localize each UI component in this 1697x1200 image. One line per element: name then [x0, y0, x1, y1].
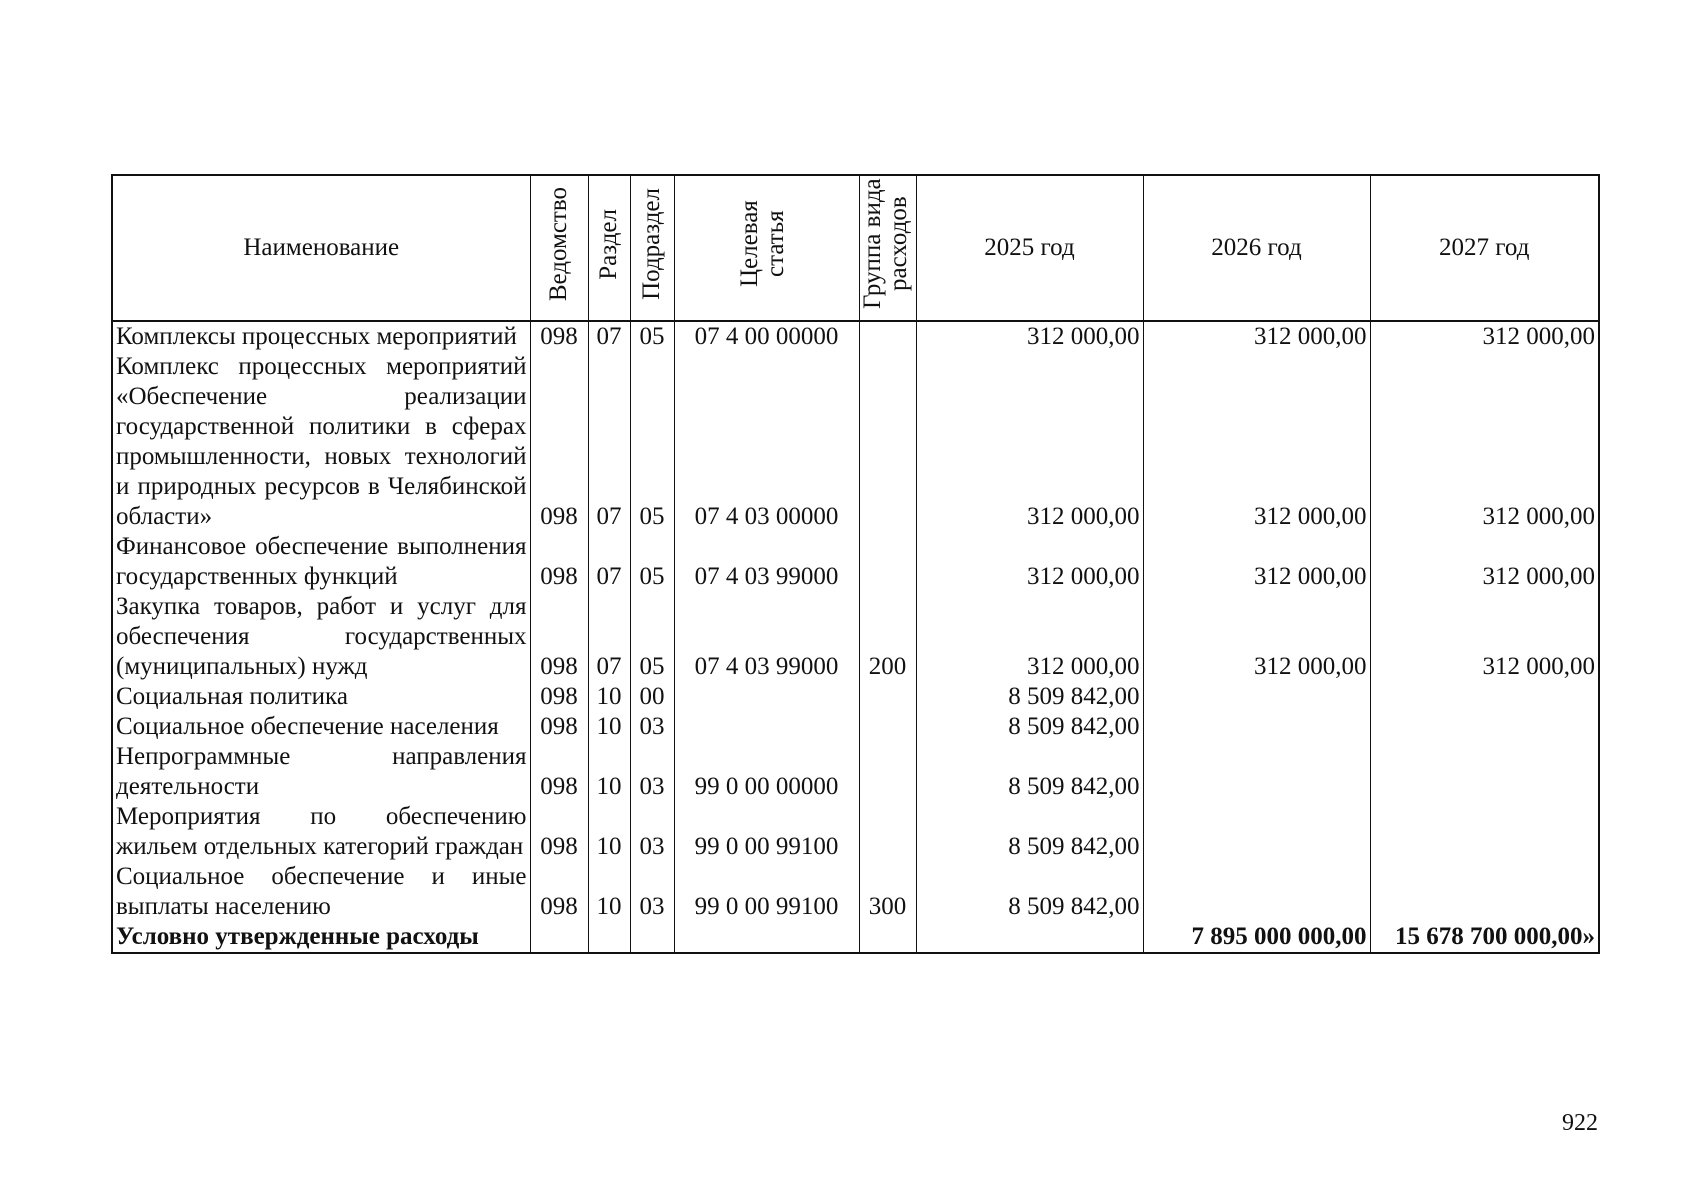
- row-section: 10: [588, 862, 630, 922]
- row-2027: [1370, 802, 1599, 862]
- row-name: Социальное обеспечение и иные выплаты населению: [112, 862, 530, 922]
- row-section: [588, 922, 630, 953]
- row-2025: 312 000,00: [916, 592, 1143, 682]
- row-expense-group: [859, 321, 916, 352]
- row-expense-group: [859, 682, 916, 712]
- table-row: [112, 592, 1599, 682]
- row-section: 10: [588, 802, 630, 862]
- header-name: Наименование: [112, 175, 530, 321]
- row-2027: [1370, 712, 1599, 742]
- row-2026: [1143, 712, 1370, 742]
- budget-table: [111, 174, 1600, 954]
- row-dept: 098: [530, 802, 588, 862]
- row-dept: 098: [530, 592, 588, 682]
- header-dept-label: Ведомство: [545, 186, 572, 302]
- row-2027: [1370, 742, 1599, 802]
- row-2025: 8 509 842,00: [916, 742, 1143, 802]
- row-dept: 098: [530, 532, 588, 592]
- table-row: [112, 802, 1599, 862]
- header-section-label: Раздел: [595, 208, 622, 280]
- row-expense-group: 200: [859, 592, 916, 682]
- header-expense-group-label: Группа вида расходов: [858, 178, 912, 310]
- row-subsection: 05: [630, 592, 674, 682]
- row-2026: [1143, 862, 1370, 922]
- row-name: Закупка товаров, работ и услуг для обеспечения государственных (муниципальных) нужд: [112, 592, 530, 682]
- row-2027: 312 000,00: [1370, 592, 1599, 682]
- row-2025: 8 509 842,00: [916, 862, 1143, 922]
- row-target: 99 0 00 00000: [674, 742, 859, 802]
- row-section: 07: [588, 352, 630, 532]
- row-2026: 312 000,00: [1143, 532, 1370, 592]
- row-target: [674, 922, 859, 953]
- table-body: [112, 321, 1599, 953]
- header-2025: 2025 год: [916, 175, 1143, 321]
- row-subsection: 03: [630, 712, 674, 742]
- row-dept: 098: [530, 682, 588, 712]
- row-subsection: 05: [630, 321, 674, 352]
- row-name: Условно утвержденные расходы: [112, 922, 530, 953]
- row-subsection: [630, 922, 674, 953]
- row-2026: [1143, 682, 1370, 712]
- header-target-label: Целевая статья: [735, 200, 789, 288]
- page-number: 922: [1562, 1110, 1598, 1136]
- row-target: 07 4 03 99000: [674, 532, 859, 592]
- row-expense-group: [859, 532, 916, 592]
- row-name: Комплекс процессных мероприятий «Обеспечение реализации государственной политики в сферах промышленности, новых технологий и природных ресурсов в Челябинской области»: [112, 352, 530, 532]
- row-name: Непрограммные направления деятельности: [112, 742, 530, 802]
- row-subsection: 05: [630, 352, 674, 532]
- row-dept: 098: [530, 712, 588, 742]
- row-dept: 098: [530, 352, 588, 532]
- row-dept: 098: [530, 742, 588, 802]
- row-expense-group: [859, 742, 916, 802]
- header-target: [674, 175, 859, 321]
- row-subsection: 03: [630, 802, 674, 862]
- row-section: 07: [588, 592, 630, 682]
- header-2026: 2026 год: [1143, 175, 1370, 321]
- row-subsection: 05: [630, 532, 674, 592]
- row-2025: 312 000,00: [916, 532, 1143, 592]
- row-expense-group: 300: [859, 862, 916, 922]
- row-subsection: 00: [630, 682, 674, 712]
- row-2027: 15 678 700 000,00»: [1370, 922, 1599, 953]
- row-2025: 8 509 842,00: [916, 712, 1143, 742]
- row-2026: 312 000,00: [1143, 321, 1370, 352]
- row-section: 10: [588, 682, 630, 712]
- header-dept: [530, 175, 588, 321]
- header-section: [588, 175, 630, 321]
- row-2025: 8 509 842,00: [916, 802, 1143, 862]
- header-expense-group: [859, 175, 916, 321]
- header-2027: 2027 год: [1370, 175, 1599, 321]
- table-row: [112, 742, 1599, 802]
- row-expense-group: [859, 352, 916, 532]
- row-expense-group: [859, 802, 916, 862]
- total-row: [112, 922, 1599, 953]
- row-2027: 312 000,00: [1370, 321, 1599, 352]
- row-subsection: 03: [630, 742, 674, 802]
- row-2026: [1143, 802, 1370, 862]
- row-2027: 312 000,00: [1370, 532, 1599, 592]
- row-name: Комплексы процессных мероприятий: [112, 321, 530, 352]
- row-target: 07 4 03 00000: [674, 352, 859, 532]
- row-target: 07 4 00 00000: [674, 321, 859, 352]
- row-2025: 8 509 842,00: [916, 682, 1143, 712]
- row-2027: [1370, 682, 1599, 712]
- row-2025: [916, 922, 1143, 953]
- row-2026: [1143, 742, 1370, 802]
- row-dept: 098: [530, 321, 588, 352]
- row-expense-group: [859, 922, 916, 953]
- header-subsection: [630, 175, 674, 321]
- header-row: [112, 175, 1599, 321]
- row-section: 10: [588, 742, 630, 802]
- table-row: [112, 682, 1599, 712]
- row-target: [674, 712, 859, 742]
- table-row: [112, 352, 1599, 532]
- row-name: Социальная политика: [112, 682, 530, 712]
- row-section: 07: [588, 532, 630, 592]
- row-name: Мероприятия по обеспечению жильем отдельных категорий граждан: [112, 802, 530, 862]
- row-target: 07 4 03 99000: [674, 592, 859, 682]
- table-row: [112, 712, 1599, 742]
- row-dept: [530, 922, 588, 953]
- header-subsection-label: Подраздел: [638, 188, 665, 300]
- row-2027: 312 000,00: [1370, 352, 1599, 532]
- row-target: 99 0 00 99100: [674, 862, 859, 922]
- table-row: [112, 862, 1599, 922]
- row-2025: 312 000,00: [916, 352, 1143, 532]
- row-target: [674, 682, 859, 712]
- row-dept: 098: [530, 862, 588, 922]
- row-2026: 312 000,00: [1143, 352, 1370, 532]
- row-2026: 312 000,00: [1143, 592, 1370, 682]
- row-2025: 312 000,00: [916, 321, 1143, 352]
- table-row: [112, 532, 1599, 592]
- row-expense-group: [859, 712, 916, 742]
- row-subsection: 03: [630, 862, 674, 922]
- row-section: 07: [588, 321, 630, 352]
- row-name: Финансовое обеспечение выполнения государственных функций: [112, 532, 530, 592]
- row-section: 10: [588, 712, 630, 742]
- row-target: 99 0 00 99100: [674, 802, 859, 862]
- row-2027: [1370, 862, 1599, 922]
- row-name: Социальное обеспечение населения: [112, 712, 530, 742]
- table-row: [112, 321, 1599, 352]
- row-2026: 7 895 000 000,00: [1143, 922, 1370, 953]
